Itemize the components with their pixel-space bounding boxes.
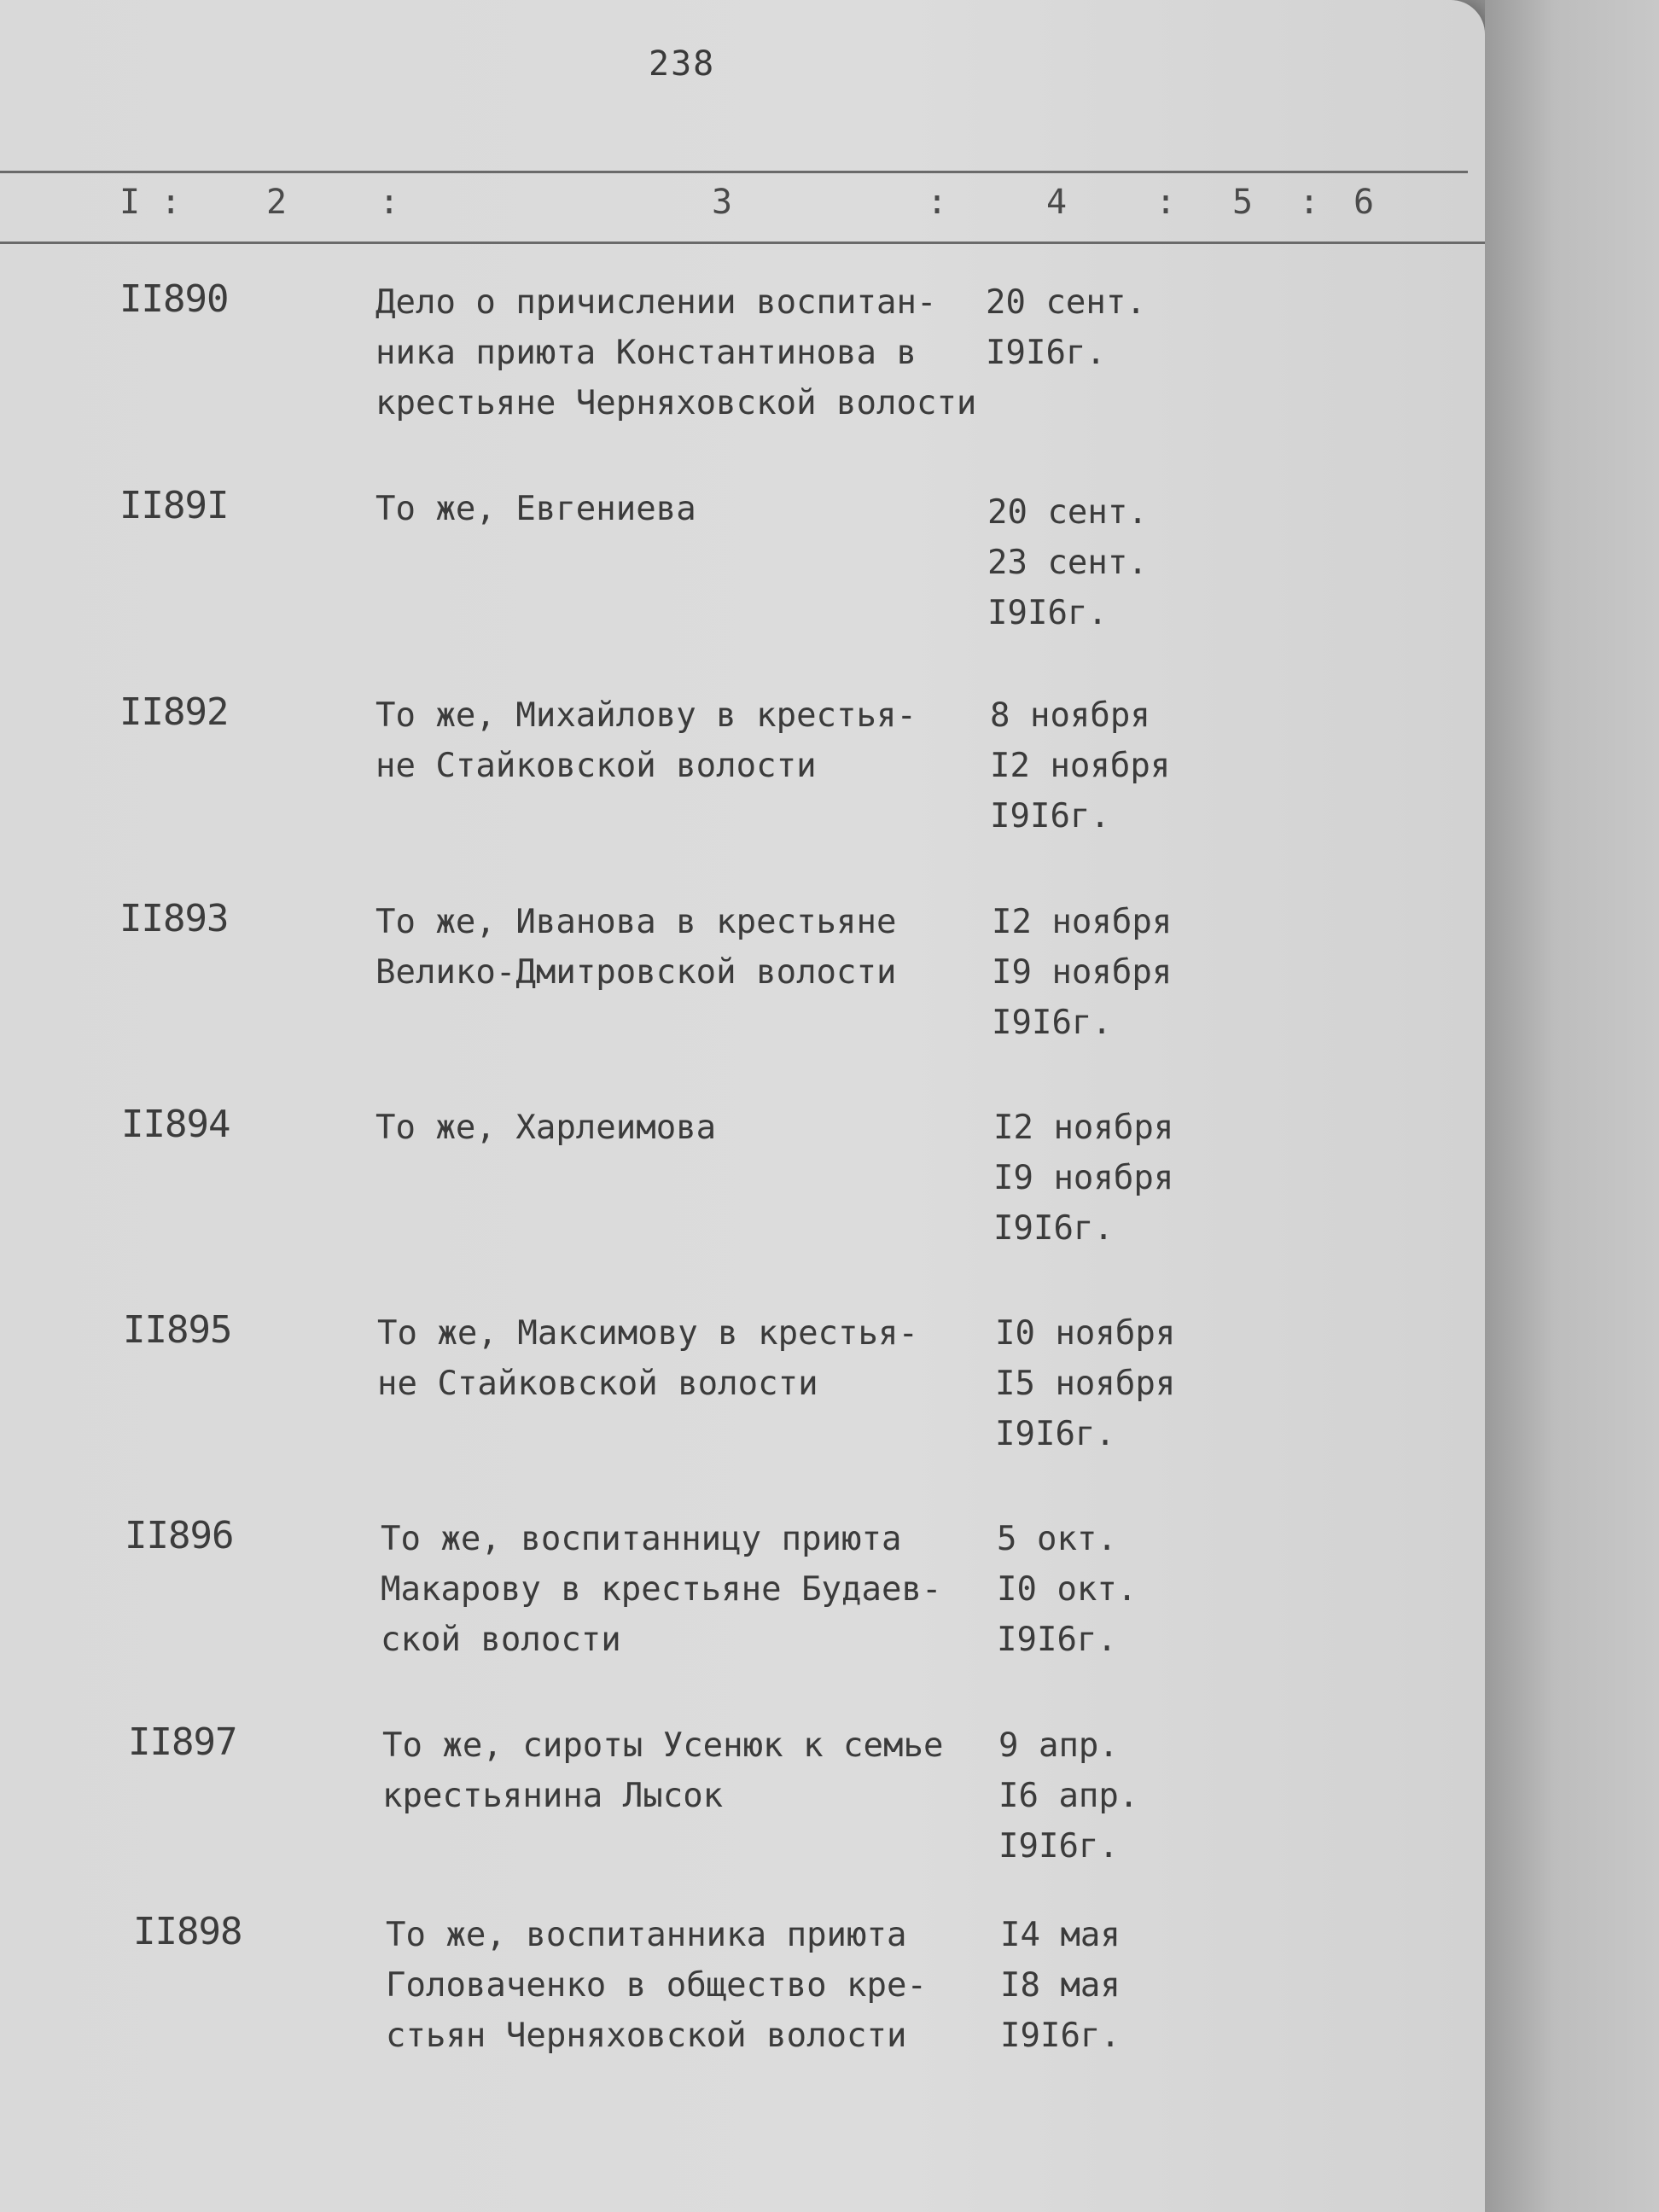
entry-description: То же, Евгениева xyxy=(375,490,696,528)
entry-number: II892 xyxy=(119,690,229,734)
column-header-3: 3 xyxy=(712,183,733,222)
entry-number: II897 xyxy=(128,1720,237,1764)
entry-dates: I2 ноября I9 ноября I9I6г. xyxy=(992,903,1173,1042)
column-header-1: I : xyxy=(119,183,182,222)
entry-dates: 20 сент. I9I6г. xyxy=(986,283,1146,372)
entry-description: То же, Михайлову в крестья- не Стайковской волости xyxy=(375,696,917,785)
column-separator: : xyxy=(1299,183,1320,222)
entry-dates: I4 мая I8 мая I9I6г. xyxy=(1000,1916,1121,2055)
entry-dates: I0 ноября I5 ноября I9I6г. xyxy=(995,1314,1176,1453)
entry-number: II898 xyxy=(133,1910,242,1953)
entry-description: То же, воспитанника приюта Головаченко в общество кре- стьян Черняховской волости xyxy=(386,1916,927,2055)
entry-dates: 9 апр. I6 апр. I9I6г. xyxy=(998,1726,1139,1866)
entry-description: То же, Максимову в крестья- не Стайковской волости xyxy=(377,1314,918,1403)
background-edge xyxy=(1485,0,1659,2212)
entry-dates: 20 сент. 23 сент. I9I6г. xyxy=(987,493,1148,632)
entry-description: Дело о причислении воспитан- ника приюта Константинова в крестьяне Черняховской волости xyxy=(375,283,977,422)
entry-number: II896 xyxy=(125,1514,234,1557)
entry-dates: I2 ноября I9 ноября I9I6г. xyxy=(993,1109,1174,1248)
entry-dates: 8 ноября I2 ноября I9I6г. xyxy=(990,696,1171,835)
entry-number: II893 xyxy=(119,897,229,940)
header-rule-bottom xyxy=(0,242,1485,244)
entry-number: II894 xyxy=(121,1103,230,1146)
entry-description: То же, воспитанницу приюта Макарову в крестьяне Будаев- ской волости xyxy=(381,1520,942,1659)
header-rule-top xyxy=(0,171,1468,173)
entry-dates: 5 окт. I0 окт. I9I6г. xyxy=(997,1520,1138,1659)
entry-description: То же, сироты Усенюк к семье крестьянина Лысок xyxy=(382,1726,944,1815)
column-header-5: 5 xyxy=(1232,183,1254,222)
column-separator: : xyxy=(1155,183,1177,222)
entry-description: То же, Харлеимова xyxy=(375,1109,717,1147)
column-separator: : xyxy=(927,183,948,222)
column-separator: : xyxy=(379,183,400,222)
column-header-6: 6 xyxy=(1353,183,1375,222)
column-header-4: 4 xyxy=(1046,183,1068,222)
entry-description: То же, Иванова в крестьяне Велико-Дмитровской волости xyxy=(375,903,897,992)
entry-number: II895 xyxy=(123,1308,232,1352)
page-number: 238 xyxy=(649,44,716,84)
entry-number: II89I xyxy=(119,484,229,527)
column-header-2: 2 xyxy=(266,183,288,222)
entry-number: II890 xyxy=(119,277,229,321)
